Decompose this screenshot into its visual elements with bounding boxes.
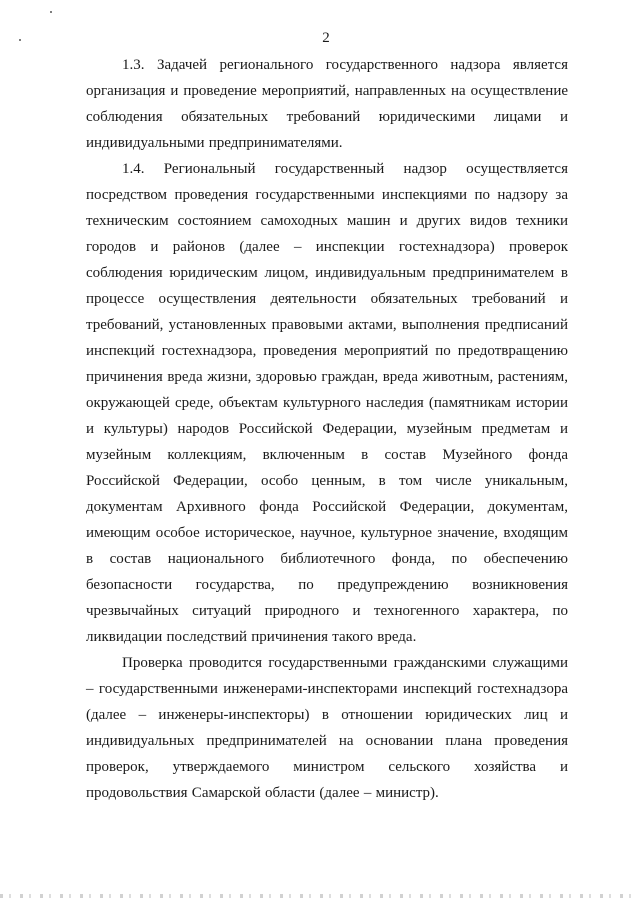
scan-speck xyxy=(50,11,52,13)
paragraph-1-4: 1.4. Региональный государственный надзор осуществляется посредством проведения государственными инспекциями по надзору за техническим состоянием самоходных машин и других видов техники городов и районов (далее – инспекции гостехнадзора) проверок соблюдения юридическим лицом, индивидуальным предпринимателем в процессе осуществления деятельности обязательных требований и требований, установленных правовыми актами, выполнения предписаний инспекций гостехнадзора, проведения мероприятий по предотвращению причинения вреда жизни, здоровью граждан, вреда животным, растениям, окружающей среде, объектам культурного наследия (памятникам истории и культуры) народов Российской Федерации, музейным предметам и музейным коллекциям, включенным в состав Музейного фонда Российской Федерации, особо ценным, в том числе уникальным, документам Архивного фонда Российской Федерации, документам, имеющим особое историческое, научное, культурное значение, входящим в состав национального библиотечного фонда, по обеспечению безопасности государства, по предупреждению возникновения чрезвычайных ситуаций природного и техногенного характера, по ликвидации последствий причинения такого вреда. xyxy=(86,161,568,645)
paragraph-inspection: Проверка проводится государственными гражданскими служащими – государственными инженерами-инспекторами инспекций гостехнадзора (далее – инженеры-инспекторы) в отношении юридических лиц и индивидуальных предпринимателей на основании плана проведения проверок, утверждаемого министром сельского хозяйства и продовольствия Самарской области (далее – министр). xyxy=(86,655,568,801)
scan-edge-noise xyxy=(0,894,640,898)
page-number: 2 xyxy=(322,30,330,46)
paragraph-1-3: 1.3. Задачей регионального государственного надзора является организация и проведение мероприятий, направленных на осуществление соблюдения обязательных требований юридическими лицами и индивидуальными предпринимателями. xyxy=(86,57,568,151)
document-body xyxy=(86,52,568,806)
